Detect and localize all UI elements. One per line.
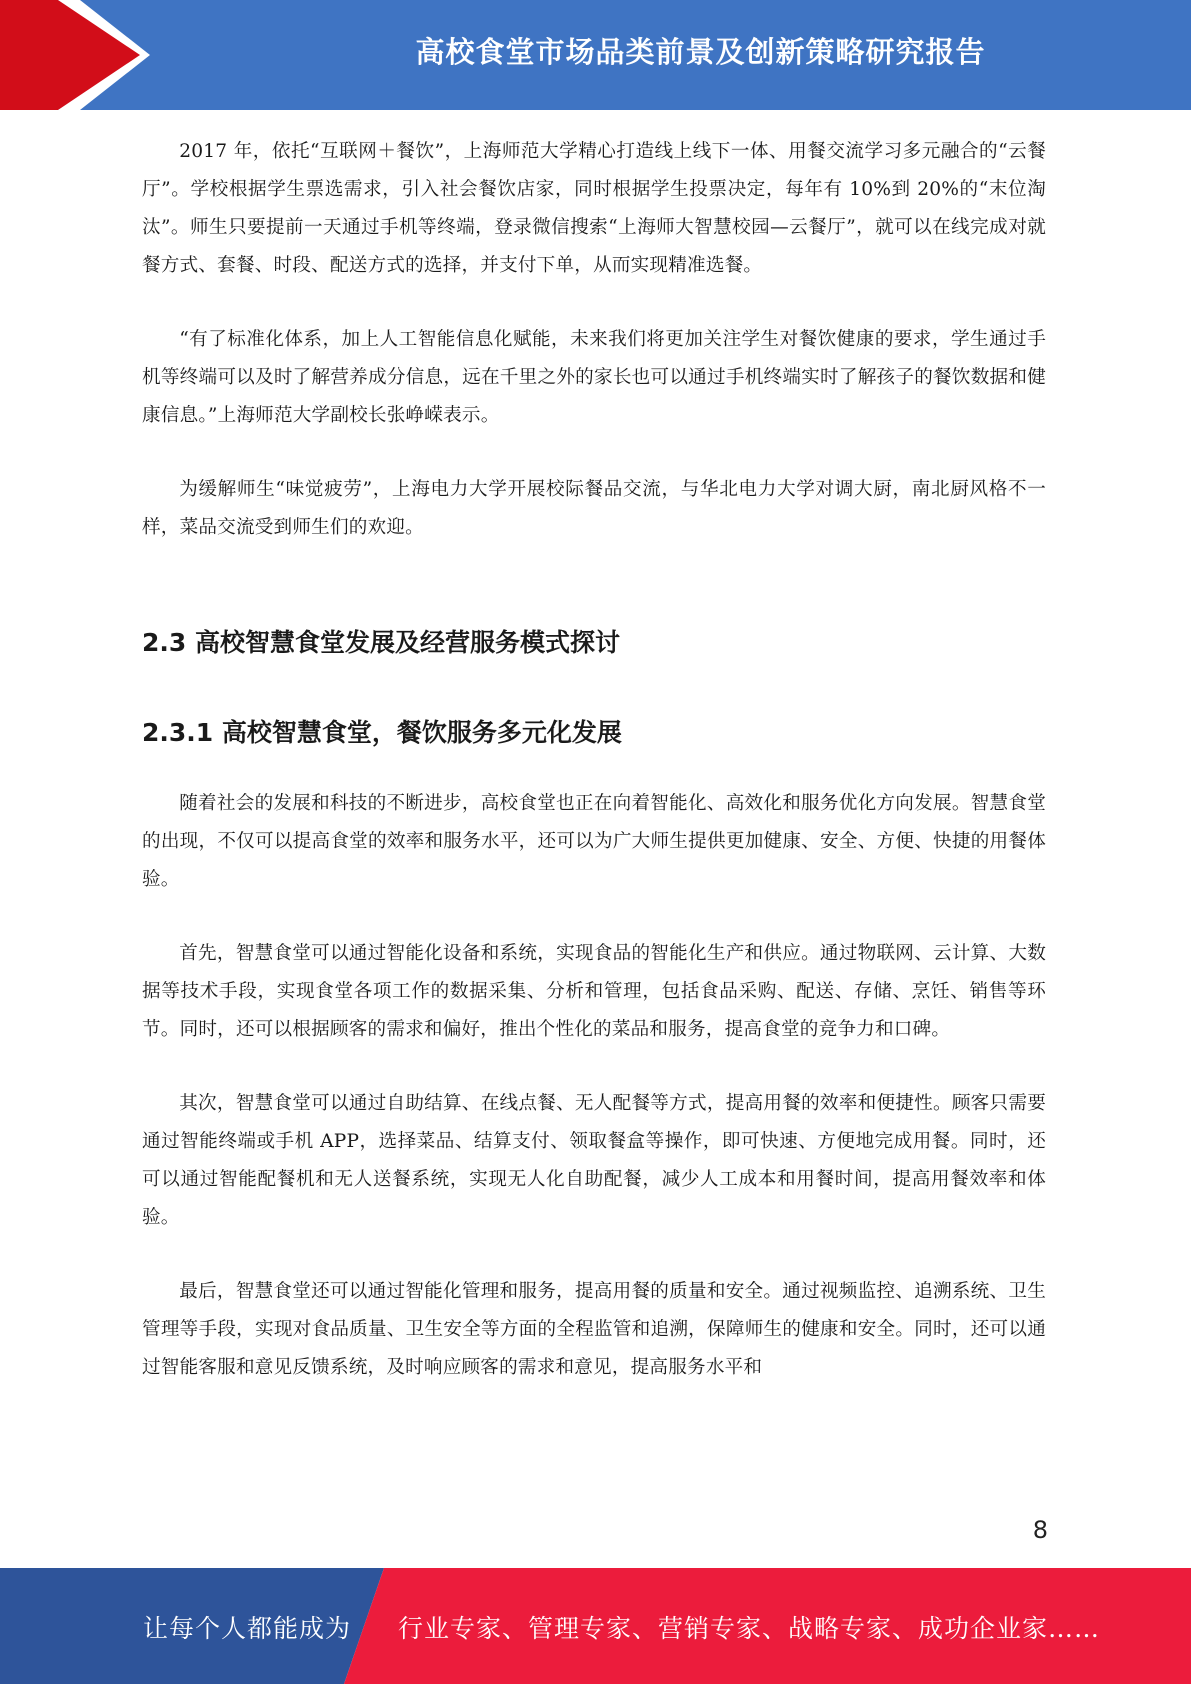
footer-slogan-left: 让每个人都能成为 [143, 1614, 352, 1643]
paragraph: 其次，智慧食堂可以通过自助结算、在线点餐、无人配餐等方式，提高用餐的效率和便捷性。顾客只需要通过智能终端或手机 APP，选择菜品、结算支付、领取餐盒等操作，即可快速、方便地完成用餐。同时，还可以通过智能配餐机和无人送餐系统，实现无人化自助配餐，减少人工成本和用餐时间，提高用餐效率和体验。 [142, 1093, 1046, 1228]
paragraph: 随着社会的发展和科技的不断进步，高校食堂也正在向着智能化、高效化和服务优化方向发展。智慧食堂的出现，不仅可以提高食堂的效率和服务水平，还可以为广大师生提供更加健康、安全、方便、快捷的用餐体验。 [142, 793, 1046, 890]
header-banner [0, 0, 1191, 110]
section-heading: 2.3 高校智慧食堂发展及经营服务模式探讨 [142, 628, 620, 657]
footer-banner [0, 1568, 1191, 1684]
paragraph: “有了标准化体系，加上人工智能信息化赋能，未来我们将更加关注学生对餐饮健康的要求，学生通过手机等终端可以及时了解营养成分信息，远在千里之外的家长也可以通过手机终端实时了解孩子的餐饮数据和健康信息。”上海师范大学副校长张峥嵘表示。 [142, 329, 1046, 426]
paragraph: 最后，智慧食堂还可以通过智能化管理和服务，提高用餐的质量和安全。通过视频监控、追溯系统、卫生管理等手段，实现对食品质量、卫生安全等方面的全程监管和追溯，保障师生的健康和安全。同时，还可以通过智能客服和意见反馈系统，及时响应顾客的需求和意见，提高服务水平和 [142, 1281, 1046, 1378]
paragraph: 首先，智慧食堂可以通过智能化设备和系统，实现食品的智能化生产和供应。通过物联网、云计算、大数据等技术手段，实现食堂各项工作的数据采集、分析和管理，包括食品采购、配送、存储、烹饪、销售等环节。同时，还可以根据顾客的需求和偏好，推出个性化的菜品和服务，提高食堂的竞争力和口碑。 [142, 943, 1046, 1040]
paragraph: 2017 年，依托“互联网＋餐饮”，上海师范大学精心打造线上线下一体、用餐交流学习多元融合的“云餐厅”。学校根据学生票选需求，引入社会餐饮店家，同时根据学生投票决定，每年有 10%到 20%的“末位淘汰”。师生只要提前一天通过手机等终端，登录微信搜索“上海师大智慧校园—云餐厅”，就可以在线完成对就餐方式、套餐、时段、配送方式的选择，并支付下单，从而实现精准选餐。 [142, 141, 1046, 276]
footer-slogan-right: 行业专家、管理专家、营销专家、战略专家、成功企业家…… [398, 1614, 1101, 1643]
subsection-heading: 2.3.1 高校智慧食堂，餐饮服务多元化发展 [142, 718, 622, 747]
page-number: 8 [1032, 1516, 1048, 1544]
paragraph: 为缓解师生“味觉疲劳”，上海电力大学开展校际餐品交流，与华北电力大学对调大厨，南北厨风格不一样，菜品交流受到师生们的欢迎。 [142, 479, 1046, 538]
report-title: 高校食堂市场品类前景及创新策略研究报告 [415, 35, 986, 69]
page-content [142, 133, 1046, 1423]
